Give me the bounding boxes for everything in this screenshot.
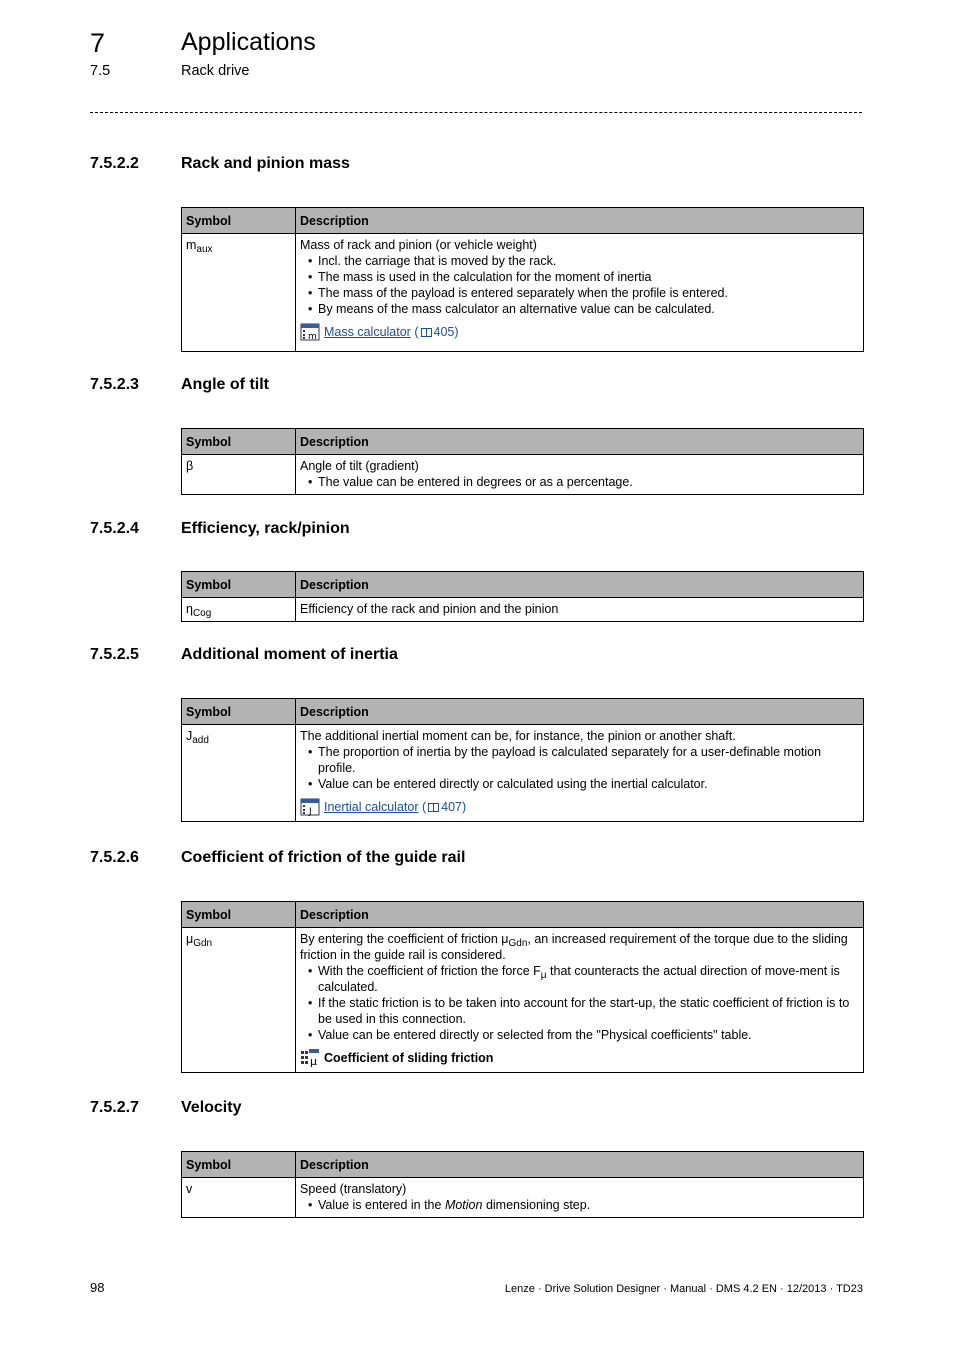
list-item: • Value can be entered directly or selected from the "Physical coefficients" table. bbox=[318, 1027, 859, 1043]
heading-number: 7.5.2.5 bbox=[90, 646, 139, 663]
heading-number: 7.5.2.7 bbox=[90, 1099, 139, 1116]
symbol-cell: β bbox=[182, 455, 296, 495]
description-cell bbox=[296, 598, 864, 622]
list-item: • With the coefficient of friction the force $F_\mu$ that counteracts the actual direction of move-ment is calculated. bbox=[318, 963, 859, 995]
section-title: Rack drive bbox=[181, 63, 250, 79]
description-cell: Mass of rack and pinion (or vehicle weight) • Incl. the carriage that is moved by the rack. • The mass is used in the calculation for the moment of inertia • The mass of the payload is entered separately when the profile is entered. • By means of the mass calculator an alternative value can be calculated. m Mass calculator ( 405) bbox=[296, 234, 864, 352]
symbol-table bbox=[181, 428, 864, 495]
mass-calculator-icon bbox=[300, 322, 320, 342]
symbol-table bbox=[181, 571, 864, 622]
book-icon bbox=[421, 328, 432, 337]
svg-text:J: J bbox=[309, 807, 312, 817]
section-heading bbox=[90, 376, 864, 400]
column-header-description: Description bbox=[296, 429, 864, 455]
inertial-calculator-icon bbox=[300, 797, 320, 817]
description-cell: The additional inertial moment can be, for instance, the pinion or another shaft. • The proportion of inertia by the payload is calculated separately for a user-definable motion profile. • Value can be entered directly or calculated using the inertial calculator. J Inertial calculator ( 407) bbox=[296, 725, 864, 822]
heading-title: Efficiency, rack/pinion bbox=[181, 520, 350, 537]
symbol-cell: $\mu_{Gdn}$ bbox=[182, 928, 296, 1073]
description-intro: Mass of rack and pinion (or vehicle weight) bbox=[300, 238, 537, 252]
column-header-symbol: Symbol bbox=[182, 902, 296, 928]
page-number: 98 bbox=[90, 1280, 105, 1295]
symbol-cell: $m_{aux}$ bbox=[182, 234, 296, 352]
column-header-symbol: Symbol bbox=[182, 429, 296, 455]
description-intro: Speed (translatory) bbox=[300, 1182, 407, 1196]
column-header-symbol: Symbol bbox=[182, 699, 296, 725]
symbol-table bbox=[181, 1151, 864, 1218]
section-heading bbox=[90, 520, 864, 544]
list-item: • The value can be entered in degrees or as a percentage. bbox=[318, 474, 859, 490]
description-intro: By entering the coefficient of friction $\mu_{Gdn}$, an increased requirement of the torque due to the sliding friction in the guide rail is considered. bbox=[300, 932, 848, 962]
description-cell bbox=[296, 1178, 864, 1218]
column-header-symbol: Symbol bbox=[182, 208, 296, 234]
inertial-calculator-link[interactable]: Inertial calculator bbox=[324, 800, 419, 814]
description-cell bbox=[296, 455, 864, 495]
column-header-description: Description bbox=[296, 699, 864, 725]
section-additional-inertia bbox=[90, 646, 864, 817]
section-heading bbox=[90, 155, 864, 179]
heading-title: Coefficient of friction of the guide rail bbox=[181, 849, 466, 866]
symbol-table bbox=[181, 901, 864, 1073]
section-efficiency bbox=[90, 520, 864, 619]
heading-title: Angle of tilt bbox=[181, 376, 269, 393]
symbol-table bbox=[181, 698, 864, 822]
symbol-table bbox=[181, 207, 864, 352]
list-item: • The proportion of inertia by the payload is calculated separately for a user-definable motion profile. bbox=[318, 744, 859, 776]
footer-text: Lenze · Drive Solution Designer · Manual · DMS 4.2 EN · 12/2013 · TD23 bbox=[504, 1283, 863, 1295]
list-item: • Value can be entered directly or calculated using the inertial calculator. bbox=[318, 776, 859, 792]
list-item: • The mass is used in the calculation for the moment of inertia bbox=[318, 269, 859, 285]
friction-table-icon bbox=[300, 1048, 320, 1068]
svg-text:m: m bbox=[308, 332, 317, 342]
list-item: • Incl. the carriage that is moved by the rack. bbox=[318, 253, 859, 269]
section-number: 7.5 bbox=[90, 63, 111, 79]
section-heading bbox=[90, 646, 864, 670]
column-header-symbol: Symbol bbox=[182, 572, 296, 598]
section-guide-rail-friction bbox=[90, 849, 864, 1068]
mass-calculator-link[interactable]: Mass calculator bbox=[324, 325, 411, 339]
header-divider bbox=[90, 112, 862, 113]
heading-title: Rack and pinion mass bbox=[181, 155, 350, 172]
section-angle-of-tilt bbox=[90, 376, 864, 489]
page-reference[interactable]: 405) bbox=[433, 325, 459, 339]
column-header-description: Description bbox=[296, 902, 864, 928]
section-heading bbox=[90, 1099, 864, 1123]
heading-title: Additional moment of inertia bbox=[181, 646, 398, 663]
column-header-description: Description bbox=[296, 572, 864, 598]
symbol-cell: v bbox=[182, 1178, 296, 1218]
column-header-description: Description bbox=[296, 1152, 864, 1178]
chapter-title: Applications bbox=[181, 28, 316, 56]
heading-number: 7.5.2.4 bbox=[90, 520, 139, 537]
heading-number: 7.5.2.6 bbox=[90, 849, 139, 866]
heading-title: Velocity bbox=[181, 1099, 242, 1116]
heading-number: 7.5.2.3 bbox=[90, 376, 139, 393]
section-velocity bbox=[90, 1099, 864, 1212]
chapter-number: 7 bbox=[90, 28, 106, 58]
list-item: • Value is entered in the Motion dimensioning step. bbox=[318, 1197, 859, 1213]
book-icon bbox=[428, 803, 439, 812]
column-header-symbol: Symbol bbox=[182, 1152, 296, 1178]
symbol-cell: $J_{add}$ bbox=[182, 725, 296, 822]
heading-number: 7.5.2.2 bbox=[90, 155, 139, 172]
description-cell bbox=[296, 928, 864, 1073]
svg-text:μ: μ bbox=[310, 1055, 317, 1068]
page-reference[interactable]: 407) bbox=[441, 800, 467, 814]
description-intro: Efficiency of the rack and pinion and the pinion bbox=[300, 602, 559, 616]
column-header-description: Description bbox=[296, 208, 864, 234]
description-intro: The additional inertial moment can be, for instance, the pinion or another shaft. bbox=[300, 729, 736, 743]
description-intro: Angle of tilt (gradient) bbox=[300, 459, 419, 473]
list-item: • If the static friction is to be taken into account for the start-up, the static coefficient of friction is to be used in this connection. bbox=[318, 995, 859, 1027]
sliding-friction-link[interactable]: Coefficient of sliding friction bbox=[324, 1051, 494, 1065]
section-heading bbox=[90, 849, 864, 873]
list-item: • By means of the mass calculator an alternative value can be calculated. bbox=[318, 301, 859, 317]
symbol-cell: $\eta_{Cog}$ bbox=[182, 598, 296, 622]
section-rack-pinion-mass bbox=[90, 155, 864, 342]
list-item: • The mass of the payload is entered separately when the profile is entered. bbox=[318, 285, 859, 301]
